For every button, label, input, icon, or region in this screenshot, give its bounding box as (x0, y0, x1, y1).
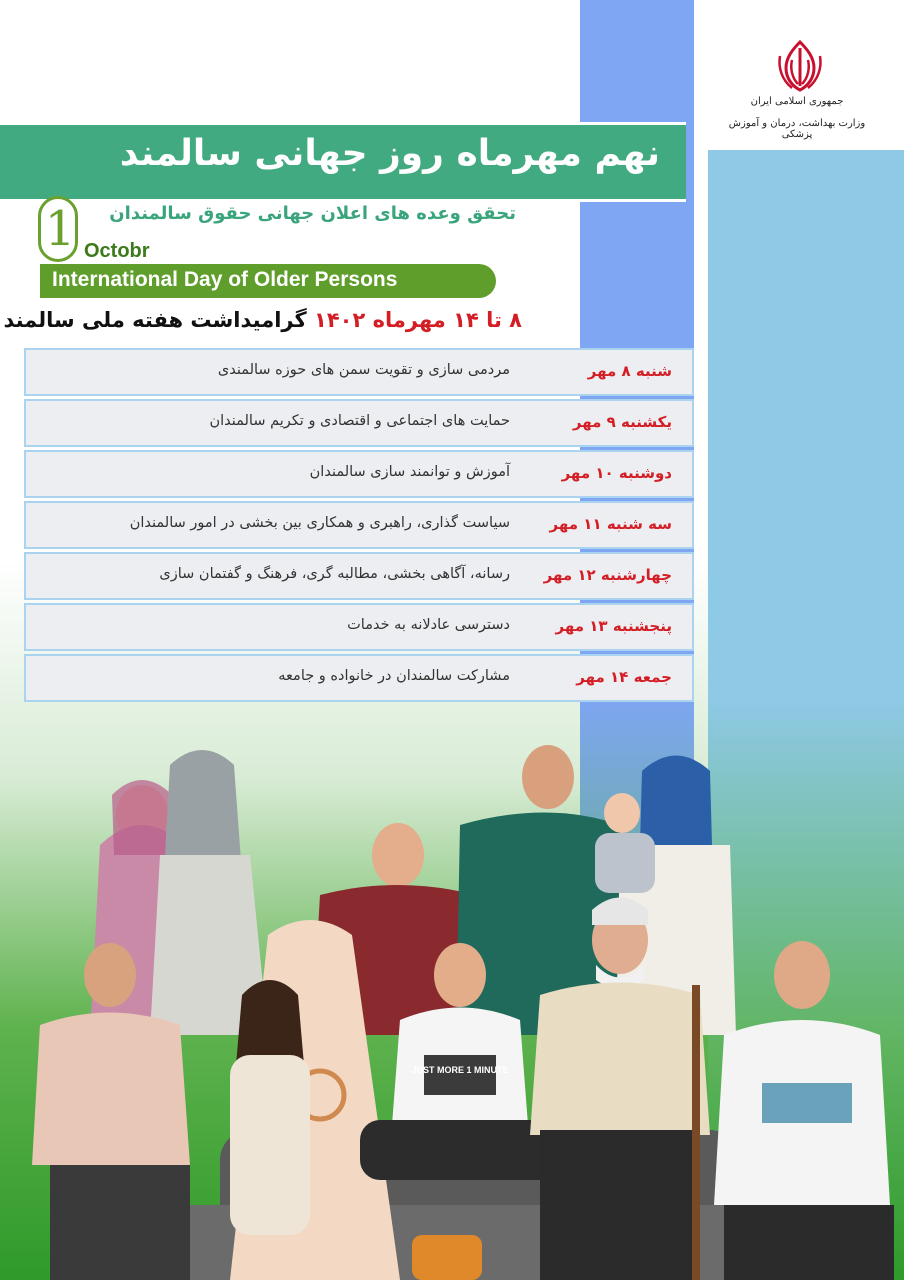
family-photo (20, 735, 904, 1280)
title-banner (0, 122, 686, 202)
schedule-table (24, 348, 694, 705)
subtitle: تحقق وعده های اعلان جهانی حقوق سالمندان (109, 203, 516, 224)
week-dates: ۸ تا ۱۴ مهرماه ۱۴۰۲ (314, 308, 522, 332)
schedule-day: دوشنبه ۱۰ مهر (561, 464, 672, 482)
schedule-row (24, 348, 694, 396)
schedule-day: جمعه ۱۴ مهر (576, 668, 672, 686)
schedule-desc: سیاست گذاری، راهبری و همکاری بین بخشی در امور سالمندان (129, 515, 510, 531)
schedule-desc: دسترسی عادلانه به خدمات (347, 617, 510, 633)
schedule-day: شنبه ۸ مهر (587, 362, 672, 380)
logo-text-country: جمهوری اسلامی ایران (750, 96, 844, 107)
schedule-row (24, 654, 694, 702)
shirt-text: JUST MORE 1 MINUTE (411, 1065, 509, 1075)
schedule-desc: آموزش و توانمند سازی سالمندان (309, 464, 510, 480)
schedule-day: چهارشنبه ۱۲ مهر (543, 566, 672, 584)
schedule-day: سه شنبه ۱۱ مهر (549, 515, 672, 533)
person-little-girl (230, 980, 310, 1235)
schedule-desc: رسانه، آگاهی بخشی، مطالبه گری، فرهنگ و گفتمان سازی (159, 566, 510, 582)
week-heading (3, 308, 522, 332)
schedule-desc: مشارکت سالمندان در خانواده و جامعه (278, 668, 510, 684)
schedule-row (24, 501, 694, 549)
iran-emblem-icon (772, 38, 828, 94)
schedule-desc: حمایت های اجتماعی و اقتصادی و تکریم سالمندان (209, 413, 510, 429)
schedule-day: پنجشنبه ۱۳ مهر (555, 617, 672, 635)
schedule-desc: مردمی سازی و تقویت سمن های حوزه سالمندی (217, 362, 510, 378)
schedule-row (24, 450, 694, 498)
person-boy-right (714, 941, 894, 1280)
english-title: International Day of Older Persons (52, 268, 398, 291)
logo-text-ministry: وزارت بهداشت، درمان و آموزش پزشکی (728, 118, 866, 140)
schedule-row (24, 399, 694, 447)
date-day-number: 1 (44, 201, 76, 257)
page-title: نهم مهرماه روز جهانی سالمند (119, 133, 660, 174)
schedule-day: یکشنبه ۹ مهر (572, 413, 672, 431)
schedule-row (24, 603, 694, 651)
week-title: گرامیداشت هفته ملی سالمند (3, 308, 307, 332)
schedule-row (24, 552, 694, 600)
date-month: Octobr (84, 240, 150, 262)
